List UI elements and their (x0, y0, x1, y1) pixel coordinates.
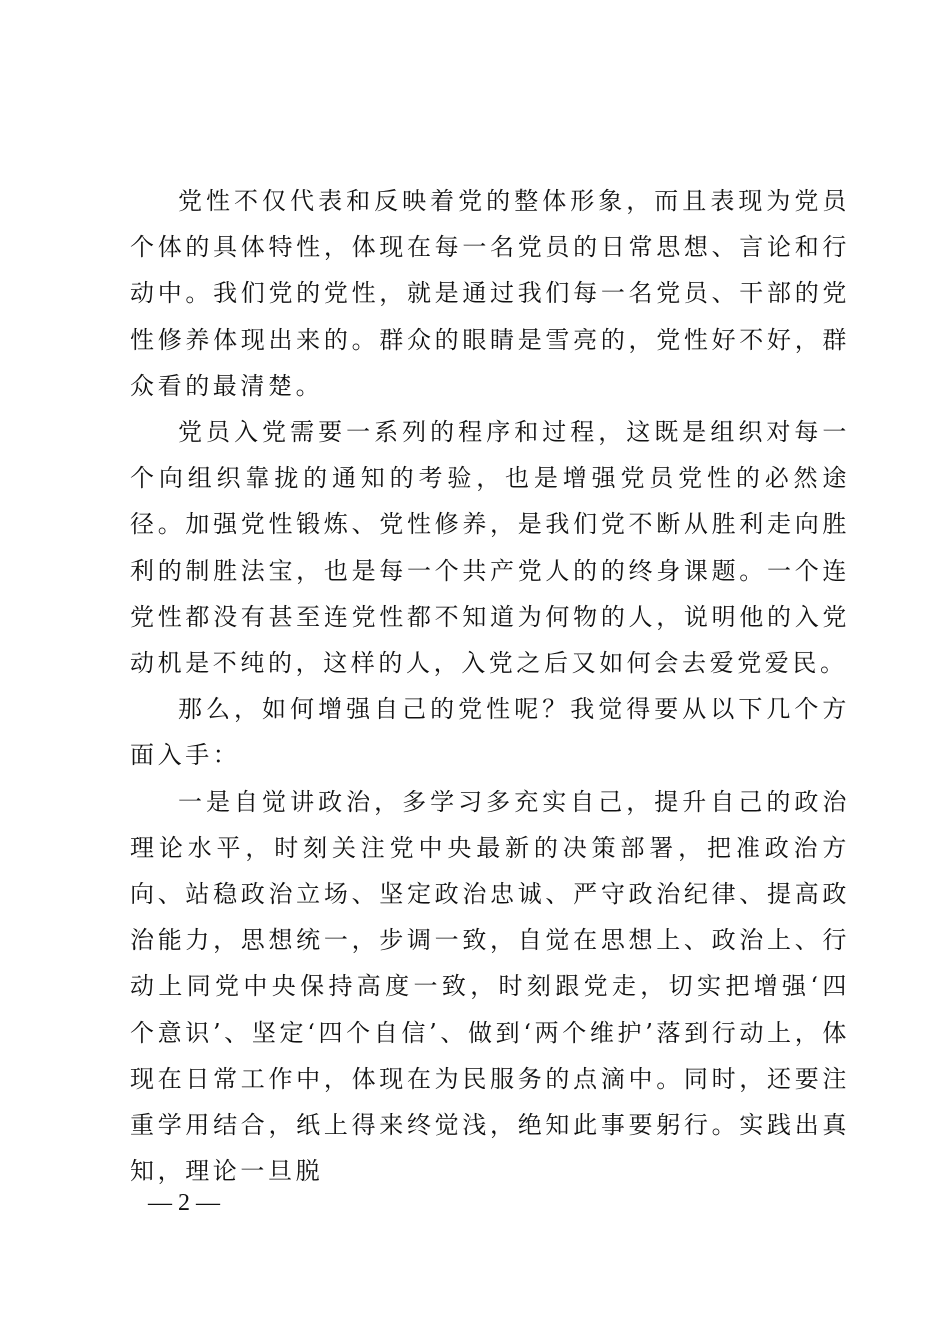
paragraph-4: 一是自觉讲政治，多学习多充实自己，提升自己的政治理论水平，时刻关注党中央最新的决策部署，把准政治方向、站稳政治立场、坚定政治忠诚、严守政治纪律、提高政治能力，思想统一，步调一致，自觉在思想上、政治上、行动上同党中央保持高度一致，时刻跟党走，切实把增强‘四个意识’、坚定‘四个自信’、做到‘两个维护’落到行动上，体现在日常工作中，体现在为民服务的点滴中。同时，还要注重学用结合，纸上得来终觉浅，绝知此事要躬行。实践出真知，理论一旦脱 (130, 787, 850, 1186)
page-number: — 2 — (148, 1190, 220, 1216)
paragraph-1: 党性不仅代表和反映着党的整体形象，而且表现为党员个体的具体特性，体现在每一名党员的日常思想、言论和行动中。我们党的党性，就是通过我们每一名党员、干部的党性修养体现出来的。群众的眼睛是雪亮的，党性好不好，群众看的最清楚。 (130, 187, 850, 400)
paragraph-2: 党员入党需要一系列的程序和过程，这既是组织对每一个向组织靠拢的通知的考验，也是增强党员党性的必然途径。加强党性锻炼、党性修养，是我们党不断从胜利走向胜利的制胜法宝，也是每一个共产党人的的终身课题。一个连党性都没有甚至连党性都不知道为何物的人，说明他的入党动机是不纯的，这样的人，入党之后又如何会去爱党爱民。 (130, 418, 850, 678)
document-body (130, 178, 850, 1194)
paragraph-3: 那么，如何增强自己的党性呢？我觉得要从以下几个方面入手： (130, 695, 850, 770)
